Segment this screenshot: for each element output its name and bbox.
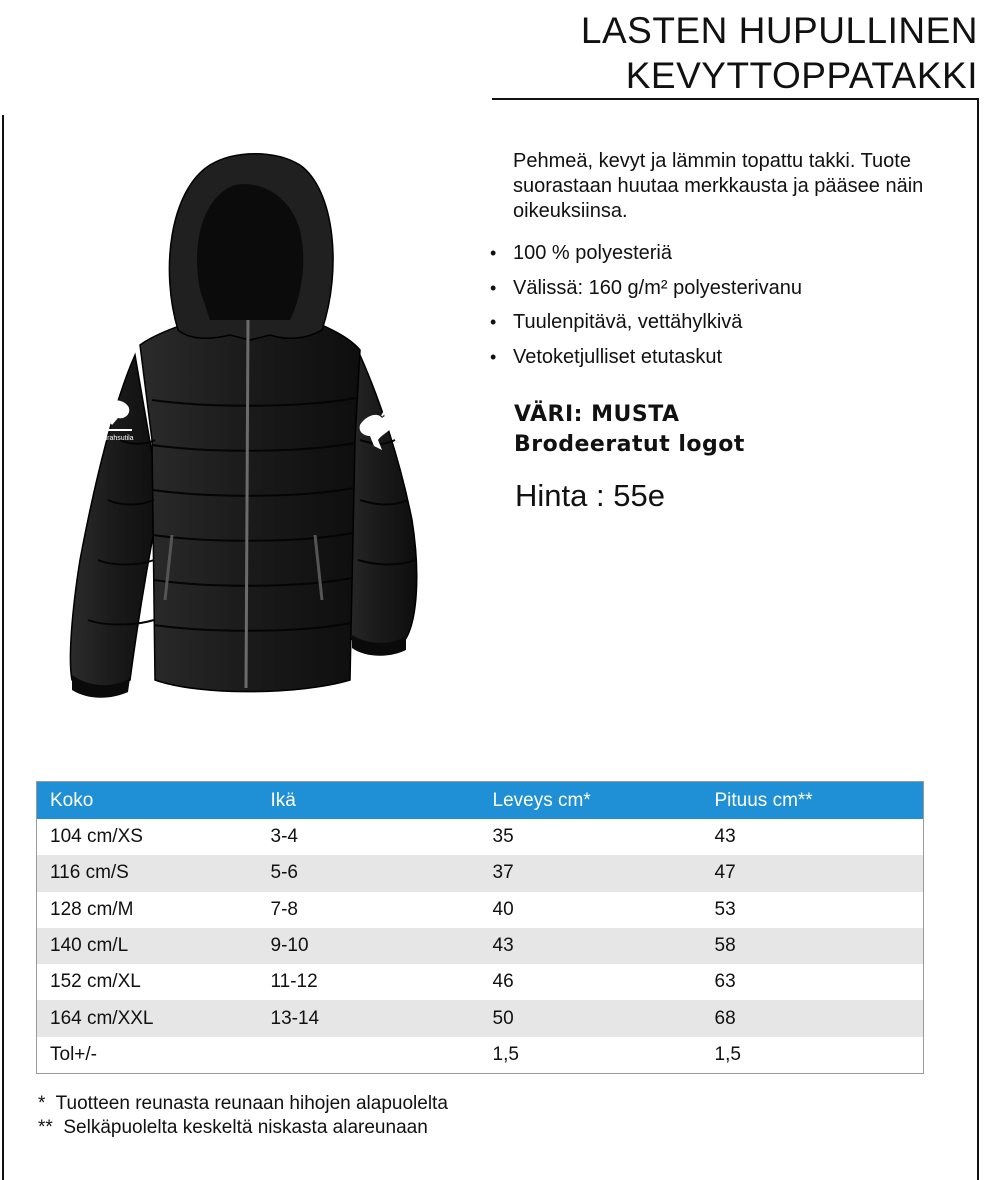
table-row bbox=[37, 855, 924, 891]
table-row bbox=[37, 1000, 924, 1036]
cell-length: 63 bbox=[714, 971, 736, 993]
cell-length: 47 bbox=[702, 855, 924, 891]
footnote-width bbox=[38, 1092, 448, 1116]
cell-width: 40 bbox=[492, 898, 514, 920]
cell-size: 128 cm/M bbox=[50, 898, 134, 920]
cell-length: 58 bbox=[702, 928, 924, 964]
cell-width: 1,5 bbox=[492, 1043, 519, 1065]
feature-text: Välissä: 160 g/m² polyesterivanu bbox=[513, 276, 803, 299]
right-border-line bbox=[977, 98, 979, 1180]
cell-width: 43 bbox=[480, 928, 702, 964]
column-header-length: Pituus cm** bbox=[702, 782, 924, 820]
column-header-age: Ikä bbox=[258, 782, 480, 820]
footnote-marker: * bbox=[38, 1093, 46, 1114]
feature-text: Tuulenpitävä, vettähylkivä bbox=[513, 311, 743, 333]
cell-age: 3-4 bbox=[270, 826, 298, 848]
color-label: VÄRI: MUSTA bbox=[514, 402, 680, 427]
feature-text: 100 % polyesteriä bbox=[513, 242, 672, 264]
cell-age: 5-6 bbox=[258, 855, 480, 891]
column-header-size: Koko bbox=[37, 782, 258, 820]
logo-label: Brodeeratut logot bbox=[514, 432, 745, 457]
cell-age: 11-12 bbox=[270, 971, 318, 993]
product-description: Pehmeä, kevyt ja lämmin topattu takki. Tuote suorastaan huutaa merkkausta ja pääsee näin oikeuksiinsa. bbox=[513, 150, 924, 222]
cell-size: 164 cm/XXL bbox=[37, 1000, 258, 1036]
title-line-1: LASTEN HUPULLINEN bbox=[580, 10, 978, 51]
feature-item bbox=[490, 276, 802, 311]
cell-length: 43 bbox=[714, 826, 736, 848]
cell-age: 7-8 bbox=[270, 898, 298, 920]
title-line-2: KEVYTTOPPATAKKI bbox=[625, 55, 978, 96]
page-title bbox=[581, 8, 978, 98]
cell-size: Tol+/- bbox=[50, 1043, 97, 1065]
jacket-image bbox=[60, 140, 440, 710]
feature-item bbox=[490, 345, 802, 380]
cell-length: 53 bbox=[714, 898, 736, 920]
cell-size: 104 cm/XS bbox=[50, 826, 143, 848]
column-header-width: Leveys cm* bbox=[480, 782, 702, 820]
footnote-marker: ** bbox=[38, 1117, 53, 1138]
cell-width: 37 bbox=[480, 855, 702, 891]
cell-age bbox=[258, 1037, 480, 1074]
footnote-text: Tuotteen reunasta reunaan hihojen alapuolelta bbox=[55, 1093, 448, 1114]
feature-text: Vetoketjulliset etutaskut bbox=[513, 345, 723, 368]
cell-age: 13-14 bbox=[258, 1000, 480, 1036]
price-label: Hinta : 55e bbox=[515, 478, 665, 513]
bullet-icon: • bbox=[490, 346, 497, 367]
table-row bbox=[37, 819, 924, 855]
footnote-length bbox=[38, 1116, 428, 1140]
bullet-icon: • bbox=[490, 277, 497, 298]
table-row bbox=[37, 964, 924, 1000]
feature-list bbox=[490, 241, 802, 379]
cell-size: 140 cm/L bbox=[37, 928, 258, 964]
title-underline bbox=[492, 98, 978, 100]
feature-item bbox=[490, 241, 802, 276]
bullet-icon: • bbox=[490, 243, 497, 263]
size-table bbox=[36, 781, 924, 1074]
table-row bbox=[37, 1037, 924, 1074]
table-row bbox=[37, 892, 924, 928]
feature-item bbox=[490, 310, 802, 345]
cell-size: 116 cm/S bbox=[37, 855, 258, 891]
cell-age: 9-10 bbox=[258, 928, 480, 964]
cell-length: 1,5 bbox=[714, 1043, 741, 1065]
cell-length: 68 bbox=[702, 1000, 924, 1036]
cell-width: 50 bbox=[480, 1000, 702, 1036]
cell-size: 152 cm/XL bbox=[50, 971, 141, 993]
bullet-icon: • bbox=[490, 312, 497, 332]
table-row bbox=[37, 928, 924, 964]
sleeve-logo-text: Ilmanrahsutila bbox=[90, 435, 134, 442]
cell-width: 46 bbox=[492, 971, 514, 993]
left-border-line bbox=[2, 115, 4, 1180]
table-header-row bbox=[37, 782, 924, 820]
footnote-text: Selkäpuolelta keskeltä niskasta alareunaan bbox=[63, 1117, 428, 1138]
cell-width: 35 bbox=[492, 826, 514, 848]
